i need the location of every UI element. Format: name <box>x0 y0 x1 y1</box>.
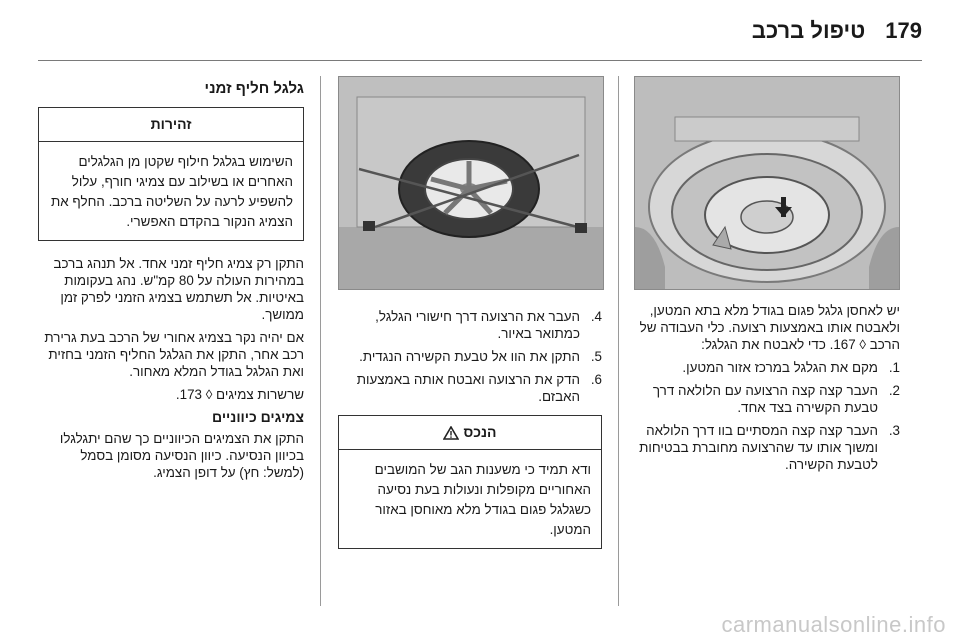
caution-title: הנכס <box>463 424 497 440</box>
snow-chains-reference: שרשרות צמיגים ◊ 173. <box>175 387 304 402</box>
section-title: גלגל חליף זמני <box>204 80 304 97</box>
caution-header <box>339 416 601 450</box>
header-rule <box>38 60 922 61</box>
warning-header: זהירות <box>39 108 303 142</box>
column-divider-right <box>618 76 619 606</box>
subsection-title: צמיגים כיווניים <box>212 409 304 425</box>
caution-box <box>338 415 602 549</box>
step-text: הדק את הרצועה ואבטח אותה באמצעות האבזם. <box>356 372 580 404</box>
step-number: 5. <box>590 349 602 364</box>
step-text: העבר קצה קצה המסתיים בוו דרך הלולאה ומשוך אותו עד שהרצועה מחוברת בבטיחות לטבעת הקשירה. <box>639 423 878 472</box>
step-number: 4. <box>590 309 602 324</box>
warning-text: השימוש בגלגל חילוף שקטן מן הגלגלים האחרים או בשילוב עם צמיגי חורף, עלול להשפיע לרעה על השליטה ברכב. החלף את הצמיג הנקור בהקדם האפשרי. <box>51 154 293 229</box>
spare-wheel-well-photo <box>634 76 900 290</box>
caution-text: ודא תמיד כי משענות הגב של המושבים האחוריים מקופלות ונעולות בעת נסיעה כשגלגל פגום בגודל מלא מאוחסן באזור המטען. <box>374 462 591 537</box>
step-number: 6. <box>590 372 602 387</box>
step-number: 2. <box>888 383 900 398</box>
page-number: 179 <box>885 18 922 43</box>
left-column <box>38 80 304 487</box>
step-text: העבר את הרצועה דרך חישורי הגלגל, כמתואר באיור. <box>375 309 580 341</box>
list-item <box>634 359 900 376</box>
step-number: 3. <box>888 423 900 438</box>
list-item <box>634 382 900 416</box>
strap-steps <box>338 308 602 405</box>
paragraph: אם יהיה נקר בצמיג אחורי של הרכב בעת גרירת רכב אחר, התקן את הגלגל החליף הזמני בחזית ואת הגלגל בגודל המלא מאחור. <box>44 330 304 379</box>
list-item <box>338 308 602 342</box>
paragraph: התקן את הצמיגים הכיווניים כך שהם יתגלגלו בכיוון הנסיעה. כיוון הנסיעה מסומן בסמל (למשל: חץ) על דופן הצמיג. <box>59 431 304 480</box>
list-item <box>338 371 602 405</box>
right-column <box>634 302 900 479</box>
step-text: התקן את הוו אל טבעת הקשירה הנגדית. <box>359 349 580 364</box>
step-text: מקם את הגלגל במרכז אזור המטען. <box>682 360 878 375</box>
paragraph: התקן רק צמיג חליף זמני אחד. אל תנהג ברכב במהירות העולה על 80 קמ"ש. נהג בעקומות באיטיות. אל תשתמש בצמיג הזמני לפרק זמן ממושך. <box>53 256 304 322</box>
middle-column <box>338 302 602 563</box>
warning-box <box>38 107 304 241</box>
list-item <box>338 348 602 365</box>
page-title: טיפול ברכב <box>751 18 866 43</box>
storage-steps <box>634 359 900 473</box>
warning-triangle-icon <box>443 426 459 440</box>
page-header <box>38 18 922 44</box>
step-text: העבר קצה קצה הרצועה עם הלולאה דרך טבעת הקשירה בצד אחד. <box>652 383 878 415</box>
watermark: carmanualsonline.info <box>721 612 946 637</box>
spare-storage-intro: יש לאחסן גלגל פגום בגודל מלא בתא המטען, ולאבטח אותו באמצעות רצועה. כלי העבודה של הרכב ◊ 167. כדי לאבטח את הגלגל: <box>639 303 900 352</box>
strapped-wheel-photo <box>338 76 604 290</box>
step-number: 1. <box>888 360 900 375</box>
column-divider-left <box>320 76 321 606</box>
list-item <box>634 422 900 473</box>
